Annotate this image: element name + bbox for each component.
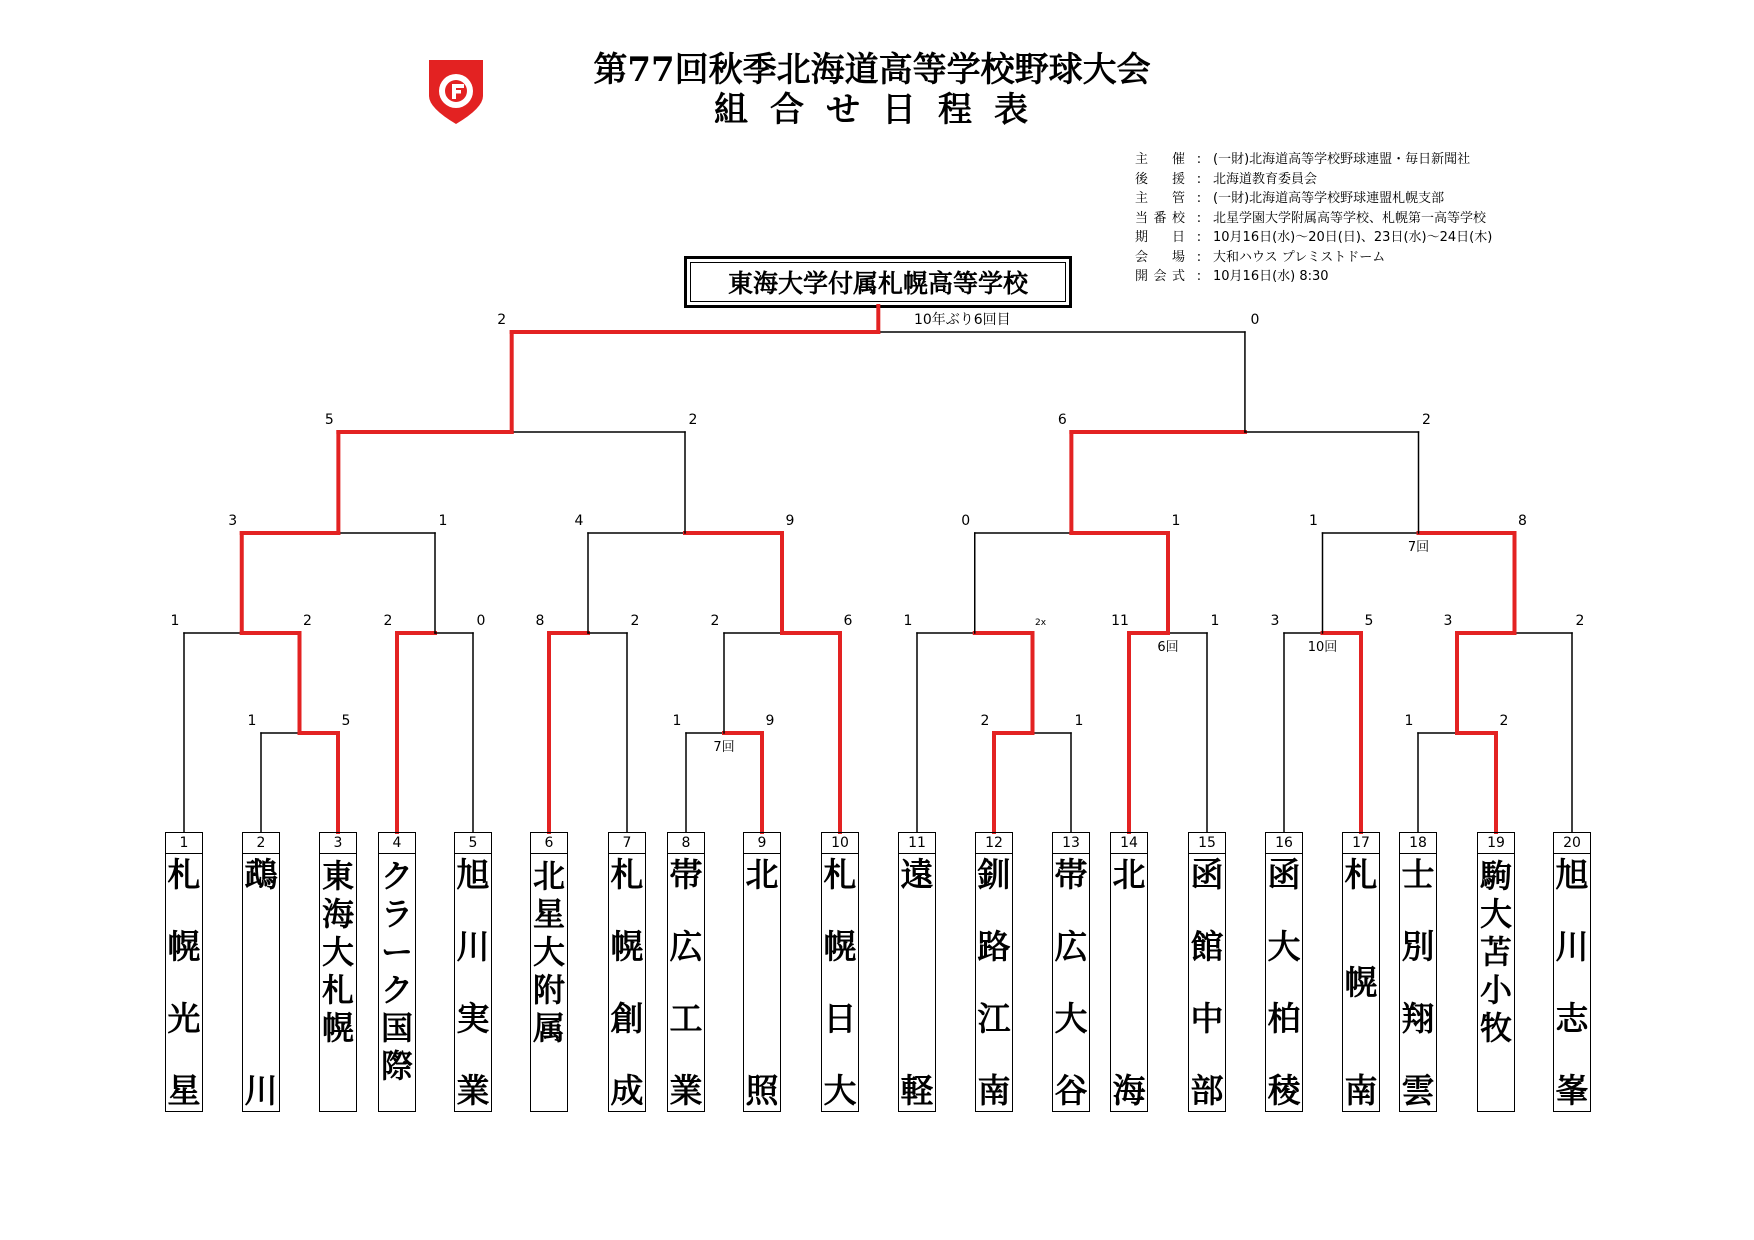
score-label: 1 bbox=[1074, 713, 1084, 729]
score-label: 1 bbox=[672, 713, 682, 729]
score-label: 0 bbox=[476, 613, 486, 629]
team-name: 帯 広 工 業 bbox=[669, 855, 703, 1110]
team-number: 20 bbox=[1554, 833, 1590, 854]
team-name: ク ラ ー ク 国 際 bbox=[380, 857, 413, 1085]
score-label: 2 bbox=[688, 412, 698, 428]
score-label: 1 bbox=[1171, 513, 1181, 529]
champion-name: 東海大学付属札幌高等学校 bbox=[727, 269, 1028, 298]
team-name: 北 星 大 附 属 bbox=[532, 857, 565, 1047]
score-label: 2 bbox=[1499, 713, 1509, 729]
info-label: 期日 bbox=[1135, 230, 1185, 245]
team-entry bbox=[1342, 832, 1380, 1112]
info-row: 後援 : 北海道教育委員会 bbox=[1135, 170, 1492, 190]
team-number: 18 bbox=[1400, 833, 1436, 854]
team-number: 7 bbox=[609, 833, 645, 854]
score-label: 0 bbox=[961, 513, 971, 529]
score-label: 8 bbox=[1518, 513, 1527, 529]
team-name: 北 海 bbox=[1112, 855, 1146, 1110]
info-label: 主管 bbox=[1135, 191, 1185, 206]
score-label: 2 bbox=[1422, 412, 1431, 428]
team-name: 旭 川 志 峯 bbox=[1555, 855, 1589, 1110]
score-label: 1 bbox=[903, 613, 913, 629]
info-value: 北星学園大学附属高等学校、札幌第一高等学校 bbox=[1213, 210, 1487, 226]
score-label: 2 bbox=[630, 613, 640, 629]
team-number: 1 bbox=[166, 833, 202, 854]
score-label: 2 bbox=[1575, 613, 1585, 629]
score-label: 3 bbox=[1443, 613, 1453, 629]
team-entry bbox=[743, 832, 781, 1112]
info-label: 会場 bbox=[1135, 249, 1185, 265]
team-name: 北 照 bbox=[745, 855, 779, 1110]
team-entry bbox=[1052, 832, 1090, 1112]
team-name: 札 幌 光 星 bbox=[167, 855, 201, 1110]
info-row: 当番校 : 北星学園大学附属高等学校、札幌第一高等学校 bbox=[1135, 209, 1492, 229]
team-entry bbox=[378, 832, 416, 1112]
team-number: 14 bbox=[1111, 833, 1147, 854]
info-row: 会場 : 大和ハウス プレミストドーム bbox=[1135, 248, 1492, 268]
team-entry bbox=[530, 832, 568, 1112]
team-entry bbox=[975, 832, 1013, 1112]
team-name: 函 大 柏 稜 bbox=[1267, 855, 1301, 1110]
team-number: 13 bbox=[1053, 833, 1089, 854]
innings-note: 7回 bbox=[1407, 540, 1430, 555]
team-name: 東 海 大 札 幌 bbox=[321, 857, 354, 1047]
tournament-title: 第77回秋季北海道高等学校野球大会 bbox=[593, 50, 1151, 90]
score-label: 2 bbox=[980, 713, 990, 729]
score-label: 4 bbox=[574, 513, 584, 529]
score-label: 2 bbox=[497, 312, 507, 328]
team-entry bbox=[454, 832, 492, 1112]
info-value: 10月16日(水) 8:30 bbox=[1213, 269, 1329, 284]
score-label: 11 bbox=[1111, 613, 1129, 629]
score-label: 2 bbox=[710, 613, 720, 629]
score-label: 3 bbox=[228, 513, 238, 529]
score-label: 8 bbox=[535, 613, 545, 629]
team-number: 4 bbox=[379, 833, 415, 854]
info-row: 期日 : 10月16日(水)～20日(日)、23日(水)～24日(木) bbox=[1135, 228, 1492, 248]
team-entry bbox=[1553, 832, 1591, 1112]
team-entry bbox=[667, 832, 705, 1112]
score-label: 6 bbox=[843, 613, 853, 629]
team-entry bbox=[1188, 832, 1226, 1112]
team-number: 16 bbox=[1266, 833, 1302, 854]
champion-note: 10年ぶり6回目 bbox=[913, 312, 1011, 328]
schedule-subtitle: 組合せ日程表 bbox=[714, 90, 1050, 130]
team-number: 17 bbox=[1343, 833, 1379, 854]
innings-note: 6回 bbox=[1157, 640, 1179, 655]
team-number: 19 bbox=[1478, 833, 1514, 854]
team-entry bbox=[1477, 832, 1515, 1112]
score-label: 2 bbox=[383, 613, 393, 629]
team-entry bbox=[608, 832, 646, 1112]
info-value: 10月16日(水)～20日(日)、23日(水)～24日(木) bbox=[1213, 230, 1493, 245]
info-value: (一財)北海道高等学校野球連盟・毎日新聞社 bbox=[1213, 152, 1471, 167]
score-label: 1 bbox=[1210, 613, 1220, 629]
team-number: 15 bbox=[1189, 833, 1225, 854]
score-label: 1 bbox=[438, 513, 448, 529]
innings-note: 7回 bbox=[713, 740, 735, 755]
team-name: 遠 軽 bbox=[900, 855, 934, 1110]
team-name: 函 館 中 部 bbox=[1190, 855, 1224, 1110]
team-number: 5 bbox=[455, 833, 491, 854]
info-value: 大和ハウス プレミストドーム bbox=[1213, 249, 1386, 265]
score-label: 3 bbox=[1270, 613, 1280, 629]
score-label: 1 bbox=[1309, 513, 1318, 529]
score-label: 0 bbox=[1250, 312, 1260, 328]
team-number: 11 bbox=[899, 833, 935, 854]
info-value: 北海道教育委員会 bbox=[1213, 171, 1318, 187]
team-entry bbox=[242, 832, 280, 1112]
team-name: 帯 広 大 谷 bbox=[1054, 855, 1088, 1110]
score-label: 5 bbox=[341, 713, 351, 729]
score-label: 2x bbox=[1034, 618, 1047, 628]
info-label: 開会式 bbox=[1135, 269, 1185, 284]
info-value: (一財)北海道高等学校野球連盟札幌支部 bbox=[1213, 191, 1445, 206]
score-label: 6 bbox=[1057, 412, 1067, 428]
info-row: 開会式 : 10月16日(水) 8:30 bbox=[1135, 267, 1492, 287]
team-number: 8 bbox=[668, 833, 704, 854]
team-entry bbox=[898, 832, 936, 1112]
team-name: 釧 路 江 南 bbox=[977, 855, 1011, 1110]
score-label: 1 bbox=[170, 613, 180, 629]
team-name: 鵡 川 bbox=[244, 855, 278, 1110]
team-entry bbox=[1110, 832, 1148, 1112]
info-label: 後援 bbox=[1135, 171, 1185, 187]
score-label: 5 bbox=[1364, 613, 1374, 629]
info-label: 当番校 bbox=[1135, 210, 1185, 226]
team-number: 9 bbox=[744, 833, 780, 854]
score-label: 9 bbox=[785, 513, 795, 529]
team-number: 12 bbox=[976, 833, 1012, 854]
team-entry bbox=[1265, 832, 1303, 1112]
team-entry bbox=[1399, 832, 1437, 1112]
team-entry bbox=[165, 832, 203, 1112]
team-name: 旭 川 実 業 bbox=[456, 855, 490, 1110]
team-name: 札 幌 南 bbox=[1344, 855, 1378, 1110]
team-entry bbox=[319, 832, 357, 1112]
team-number: 10 bbox=[822, 833, 858, 854]
score-label: 2 bbox=[303, 613, 312, 629]
score-label: 1 bbox=[247, 713, 257, 729]
team-name: 駒 大 苫 小 牧 bbox=[1479, 857, 1512, 1047]
team-number: 3 bbox=[320, 833, 356, 854]
team-number: 2 bbox=[243, 833, 279, 854]
team-name: 札 幌 創 成 bbox=[610, 855, 644, 1110]
info-row: 主催 : (一財)北海道高等学校野球連盟・毎日新聞社 bbox=[1135, 150, 1492, 170]
score-label: 9 bbox=[765, 713, 775, 729]
team-name: 士 別 翔 雲 bbox=[1401, 855, 1435, 1110]
score-label: 5 bbox=[324, 412, 334, 428]
score-label: 1 bbox=[1404, 713, 1414, 729]
info-label: 主催 bbox=[1135, 152, 1185, 167]
info-row: 主管 : (一財)北海道高等学校野球連盟札幌支部 bbox=[1135, 189, 1492, 209]
team-number: 6 bbox=[531, 833, 567, 854]
team-entry bbox=[821, 832, 859, 1112]
team-name: 札 幌 日 大 bbox=[823, 855, 857, 1110]
innings-note: 10回 bbox=[1307, 640, 1338, 655]
